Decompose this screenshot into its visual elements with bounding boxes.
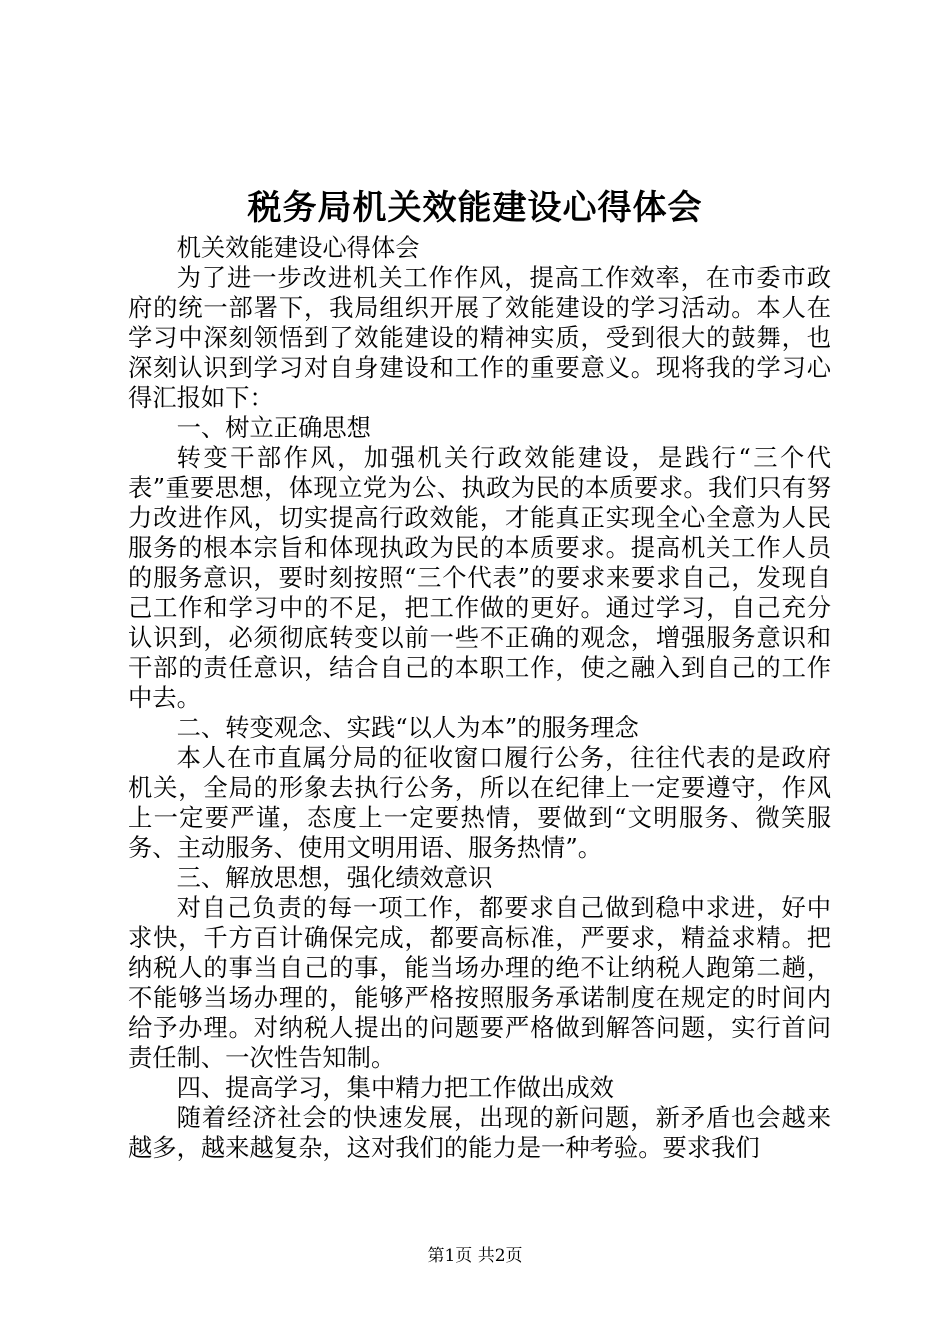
section-heading-2: 二、转变观念、实践“以人为本”的服务理念: [176, 713, 639, 742]
paragraph-section-4: 随着经济社会的快速发展，出现的新问题，新矛盾也会越来越多，越来越复杂，这对我们的能力是一种考验。要求我们: [128, 1103, 831, 1162]
section-heading-1: 一、树立正确思想: [176, 413, 371, 442]
paragraph-subtitle: 机关效能建设心得体会: [176, 233, 420, 262]
paragraph-section-1: 转变干部作风，加强机关行政效能建设，是践行“三个代表”重要思想，体现立党为公、执政为民的本质要求。我们只有努力改进作风，切实提高行政效能，才能真正实现全心全意为人民服务的根本宗旨和体现执政为民的本质要求。提高机关工作人员的服务意识，要时刻按照“三个代表”的要求来要求自己，发现自己工作和学习中的不足，把工作做的更好。通过学习，自己充分认识到，必须彻底转变以前一些不正确的观念，增强服务意识和干部的责任意识，结合自己的本职工作，使之融入到自己的工作中去。: [128, 443, 831, 712]
page-footer: 第1页 共2页: [427, 1246, 523, 1266]
paragraph-intro: 为了进一步改进机关工作作风，提高工作效率，在市委市政府的统一部署下，我局组织开展了效能建设的学习活动。本人在学习中深刻领悟到了效能建设的精神实质，受到很大的鼓舞，也深刻认识到学习对自身建设和工作的重要意义。现将我的学习心得汇报如下：: [128, 263, 831, 412]
paragraph-section-3: 对自己负责的每一项工作，都要求自己做到稳中求进，好中求快，千方百计确保完成，都要高标准，严要求，精益求精。把纳税人的事当自己的事，能当场办理的绝不让纳税人跑第二趟，不能够当场办理的，能够严格按照服务承诺制度在规定的时间内给予办理。对纳税人提出的问题要严格做到解答问题，实行首问责任制、一次性告知制。: [128, 893, 831, 1072]
section-heading-4: 四、提高学习，集中精力把工作做出成效: [176, 1073, 614, 1102]
paragraph-section-2: 本人在市直属分局的征收窗口履行公务，往往代表的是政府机关，全局的形象去执行公务，所以在纪律上一定要遵守，作风上一定要严谨，态度上一定要热情，要做到“文明服务、微笑服务、主动服务、使用文明用语、服务热情”。: [128, 743, 831, 862]
document-title: 税务局机关效能建设心得体会: [247, 188, 703, 228]
section-heading-3: 三、解放思想，强化绩效意识: [176, 863, 493, 892]
document-body: [128, 233, 831, 1163]
